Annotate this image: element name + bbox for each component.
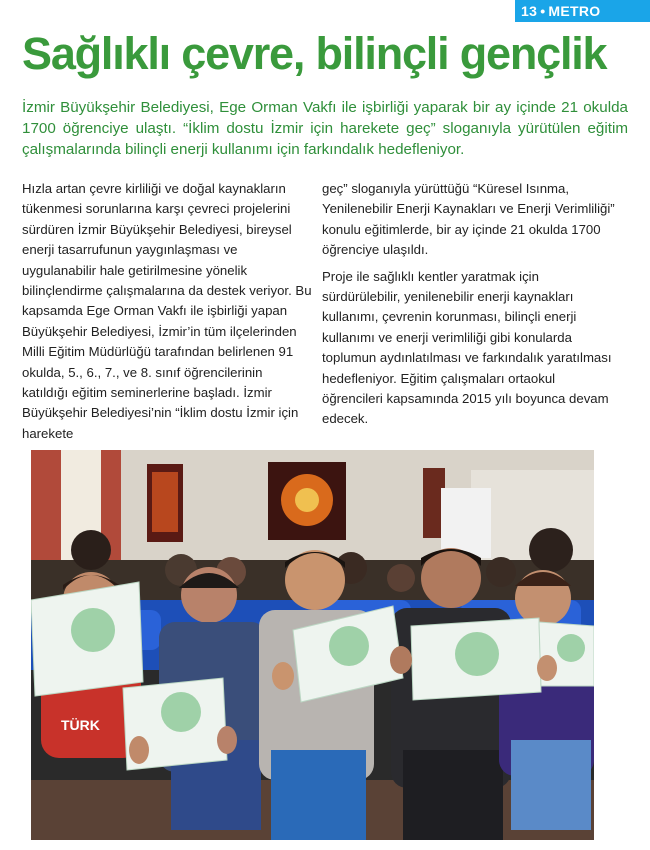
body-column-right [322, 179, 616, 436]
article-title: Sağlıklı çevre, bilinçli gençlik [22, 28, 607, 79]
page-number: 13 [521, 3, 538, 19]
body-paragraph: Hızla artan çevre kirliliği ve doğal kaynakların tükenmesi sorunlarına karşı çevreci projelerini sürdüren İzmir Büyükşehir Belediyesi, bireysel enerji tasarrufunun yaygınlaşması ve uygulanabilir hale getirilmesine yönelik bilinçlendirme çalışmalarına da destek veriyor. Bu kapsamda Ege Orman Vakfı ile işbirliği yapan Büyükşehir Belediyesi, İzmir’in tüm ilçelerinden Milli Eğitim Müdürlüğü tarafından belirlenen 91 okulda, 5., 6., 7., ve 8. sınıf öğrencilerinin katıldığı eğitim seminerlerine başladı. İzmir Büyükşehir Belediyesi’nin “İklim dostu İzmir için harekete [22, 181, 312, 441]
body-paragraph: geç” sloganıyla yürüttüğü “Küresel Isınma, Yenilenebilir Enerji Kaynakları ve Enerji Verimliliği” konulu eğitimlerde, bir ay içinde 21 okulda 1700 öğrenciye ulaşıldı. [322, 181, 615, 258]
bullet-icon: • [540, 3, 546, 19]
body-column-left [22, 179, 312, 450]
section-tag [515, 0, 650, 22]
article-photo [31, 450, 594, 840]
article-lead: İzmir Büyükşehir Belediyesi, Ege Orman Vakfı ile işbirliği yaparak bir ay içinde 21 okulda 1700 öğrenciye ulaştı. “İklim dostu İzmir için harekete geç” sloganıyla yürütülen eğitim çalışmalarında bilinçli enerji kullanımı için farkındalık hedefleniyor. [22, 99, 628, 158]
shirt-text: TÜRK [61, 717, 100, 733]
section-name: METRO [548, 3, 601, 19]
body-paragraph: Proje ile sağlıklı kentler yaratmak için sürdürülebilir, yenilenebilir enerji kaynakları kullanımı, çevrenin korunması, bilinçli enerji kullanımı ve enerji verimliliği gibi konularda toplumun aydınlatılması ve farkındalık yaratılması hedefleniyor. Eğitim çalışmaları ortaokul öğrencileri kapsamında 2015 yılı boyunca devam edecek. [322, 268, 612, 427]
